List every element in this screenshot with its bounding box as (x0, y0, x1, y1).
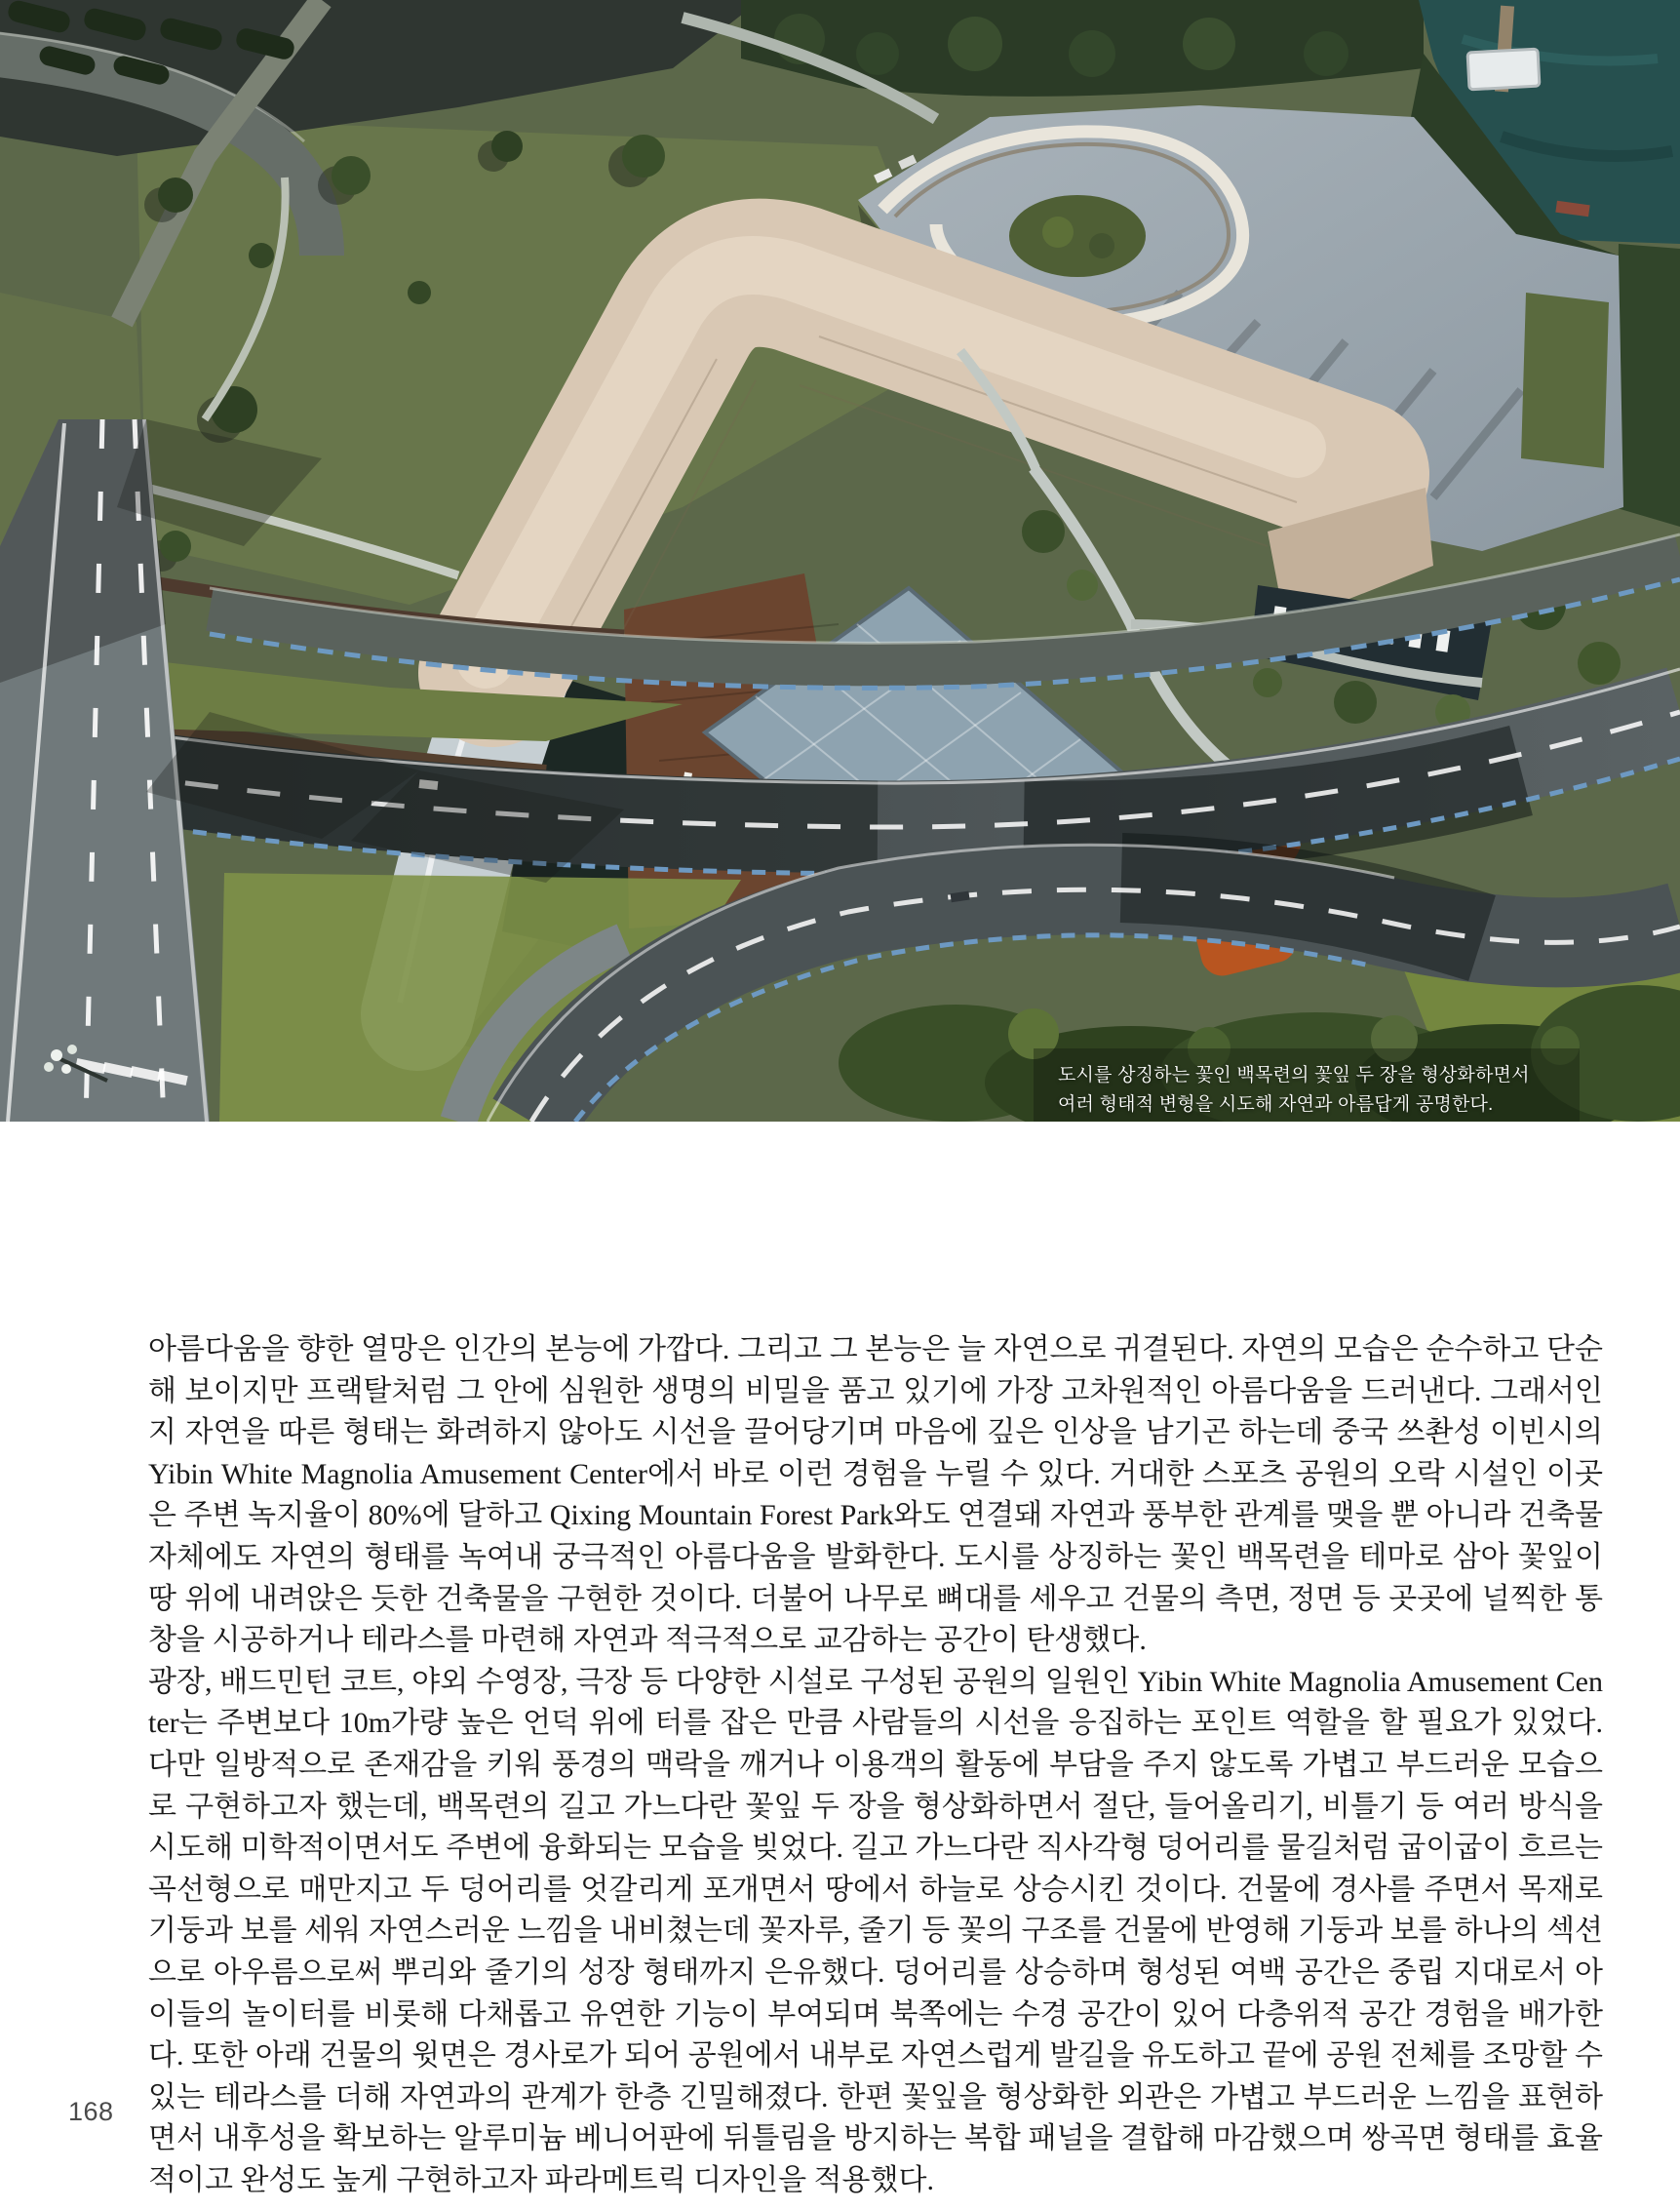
photo-ramp-garden (1009, 195, 1146, 277)
photo-right-edge-trees (1614, 244, 1680, 527)
photo-glasshouse (1467, 49, 1540, 90)
photo-caption-line2: 여러 형태적 변형을 시도해 자연과 아름답게 공명한다. (1058, 1094, 1494, 1115)
photo-caption (1058, 1061, 1565, 1120)
article-paragraph-2: 광장, 배드민턴 코트, 야외 수영장, 극장 등 다양한 시설로 구성된 공원의 일원인 Yibin White Magnolia Amusement Center는 주변보다 10m가량 높은 언덕 위에 터를 잡은 만큼 사람들의 시선을 응집하는 포인트 역할을 할 필요가 있었다. 다만 일방적으로 존재감을 키워 풍경의 맥락을 깨거나 이용객의 활동에 부담을 주지 않도록 가볍고 부드러운 모습으로 구현하고자 했는데, 백목련의 길고 가느다란 꽃잎 두 장을 형상화하면서 절단, 들어올리기, 비틀기 등 여러 방식을 시도해 미학적이면서도 주변에 융화되는 모습을 빚었다. 길고 가느다란 직사각형 덩어리를 물길처럼 굽이굽이 흐르는 곡선형으로 매만지고 두 덩어리를 엇갈리게 포개면서 땅에서 하늘로 상승시킨 것이다. 건물에 경사를 주면서 목재로 기둥과 보를 세워 자연스러운 느낌을 내비쳤는데 꽃자루, 줄기 등 꽃의 구조를 건물에 반영해 기둥과 보를 하나의 섹션으로 아우름으로써 뿌리와 줄기의 성장 형태까지 은유했다. 덩어리를 상승하며 형성된 여백 공간은 중립 지대로서 아이들의 놀이터를 비롯해 다채롭고 유연한 기능이 부여되며 북쪽에는 수경 공간이 있어 다층위적 공간 경험을 배가한다. 또한 아래 건물의 윗면은 경사로가 되어 공원에서 내부로 자연스럽게 발길을 유도하고 끝에 공원 전체를 조망할 수 있는 테라스를 더해 자연과의 관계가 한층 긴밀해졌다. 한편 꽃잎을 형상화한 외관은 가볍고 부드러운 느낌을 표현하면서 내후성을 확보하는 알루미늄 베니어판에 뒤틀림을 방지하는 복합 패널을 결합해 마감했으며 쌍곡면 형태를 효율적이고 완성도 높게 구현하고자 파라메트릭 디자인을 적용했다. (148, 1665, 1603, 2196)
article-paragraph-1: 아름다움을 향한 열망은 인간의 본능에 가깝다. 그리고 그 본능은 늘 자연으로 귀결된다. 자연의 모습은 순수하고 단순해 보이지만 프랙탈처럼 그 안에 심원한 생명의 비밀을 품고 있기에 가장 고차원적인 아름다움을 드러낸다. 그래서인지 자연을 따른 형태는 화려하지 않아도 시선을 끌어당기며 마음에 깊은 인상을 남기곤 하는데 중국 쓰촨성 이빈시의 Yibin White Magnolia Amusement Center에서 바로 이런 경험을 누릴 수 있다. 거대한 스포츠 공원의 오락 시설인 이곳은 주변 녹지율이 80%에 달하고 Qixing Mountain Forest Park와도 연결돼 자연과 풍부한 관계를 맺을 뿐 아니라 건축물 자체에도 자연의 형태를 녹여내 궁극적인 아름다움을 발화한다. 도시를 상징하는 꽃인 백목련을 테마로 삼아 꽃잎이 땅 위에 내려앉은 듯한 건축물을 구현한 것이다. 더불어 나무로 뼈대를 세우고 건물의 측면, 정면 등 곳곳에 널찍한 통창을 시공하거나 테라스를 마련해 자연과 적극적으로 교감하는 공간이 탄생했다. (148, 1333, 1603, 1657)
article-body (148, 1329, 1603, 2201)
photo-caption-line1: 도시를 상징하는 꽃인 백목련의 꽃잎 두 장을 형상화하면서 (1058, 1065, 1530, 1086)
page-number: 168 (68, 2097, 114, 2126)
